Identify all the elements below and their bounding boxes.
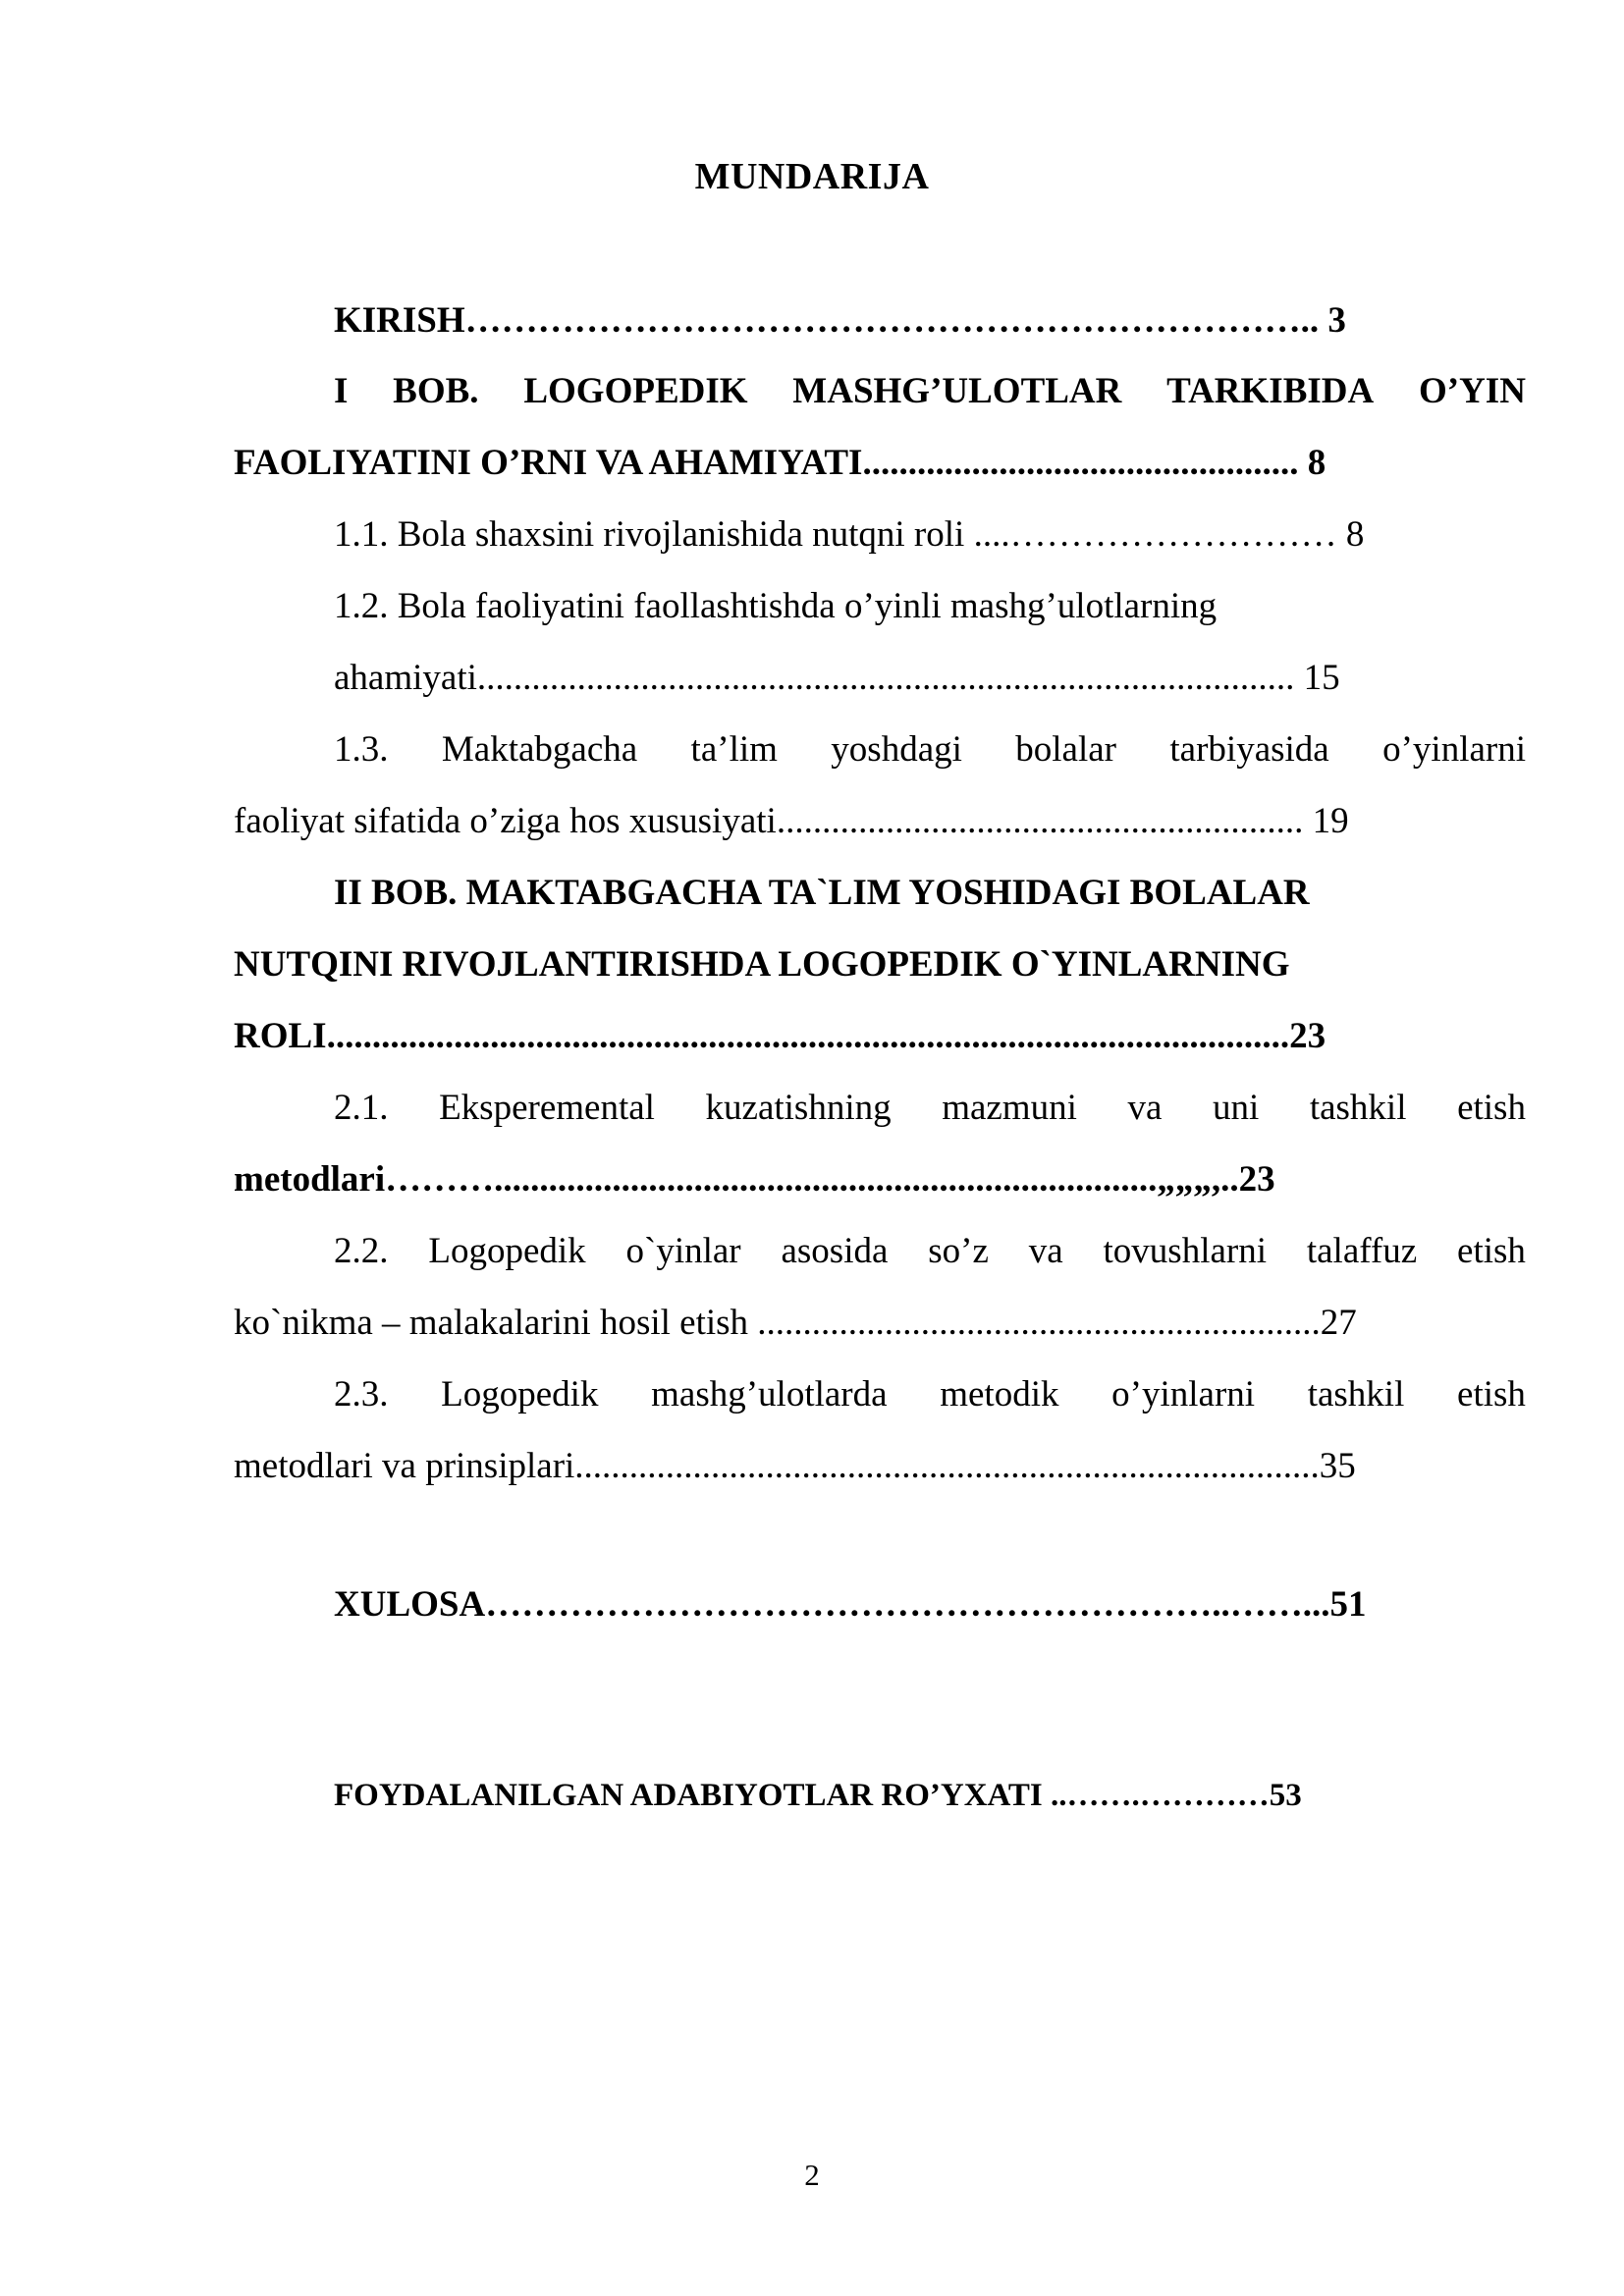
toc-word: yoshdagi [831,729,962,770]
toc-word: mazmuni [942,1088,1077,1128]
toc-word: TARKIBIDA [1166,371,1375,411]
toc-word: kuzatishning [705,1088,892,1128]
toc-entry-kirish: KIRISH…………………………………………………………….. 3 [334,300,1346,341]
toc-word: tovushlarni [1103,1231,1268,1271]
toc-word: Logopedik [428,1231,586,1271]
toc-entry-1-2-line1: 1.2. Bola faoliyatini faollashtishda o’yinli mashg’ulotlarning [334,586,1218,626]
toc-entry-2-2-line2: ko`nikma – malakalarini hosil etish ..............................................................27 [234,1303,1357,1343]
toc-word: Logopedik [441,1374,599,1415]
toc-entry-bob2-line1: II BOB. MAKTABGACHA TA`LIM YOSHIDAGI BOLALAR [334,873,1310,913]
toc-word: o’yinlarni [1111,1374,1256,1415]
toc-entry-1-2-line2: ahamiyati.......................................................................................... 15 [334,658,1340,698]
toc-word: BOB. [393,371,479,411]
toc-entry-2-3-line2: metodlari va prinsiplari..................................................................................35 [234,1446,1356,1486]
toc-entry-bob2-line2: NUTQINI RIVOJLANTIRISHDA LOGOPEDIK O`YINLARNING [234,944,1290,985]
toc-entry-1-3-line2: faoliyat sifatida o’ziga hos xususiyati.......................................................... 19 [234,801,1349,841]
toc-word: I [334,371,349,411]
toc-word: o`yinlar [625,1231,741,1271]
toc-entry-2-3-line1 [334,1373,1526,1416]
toc-entry-bob2-line3: ROLI..........................................................................................................23 [234,1016,1326,1056]
toc-word: tarbiyasida [1169,729,1329,770]
toc-entry-2-1-line2: metodlari……….........................................................................„„„,..23 [234,1159,1275,1200]
toc-word: va [1028,1231,1063,1271]
toc-word: Eksperemental [439,1088,655,1128]
toc-entry-bob1-line2: FAOLIYATINI O’RNI VA AHAMIYATI................................................ 8 [234,443,1326,483]
toc-word: ta’lim [690,729,778,770]
toc-word: asosida [781,1231,889,1271]
toc-word: metodik [940,1374,1059,1415]
toc-word: etish [1457,1231,1526,1271]
toc-word: O’YIN [1418,371,1526,411]
toc-word: va [1127,1088,1163,1128]
toc-word: o’yinlarni [1382,729,1526,770]
toc-word: talaffuz [1306,1231,1418,1271]
page-number: 2 [804,2158,820,2192]
toc-word: tashkil [1307,1374,1405,1415]
toc-entry-xulosa: XULOSA……………………………………………………..……...51 [334,1584,1367,1625]
toc-word: 2.2. [334,1231,389,1271]
toc-word: 2.3. [334,1374,389,1415]
toc-word: LOGOPEDIK [523,371,748,411]
page-title: MUNDARIJA [694,156,930,197]
toc-word: 2.1. [334,1088,389,1128]
toc-entry-1-1: 1.1. Bola shaxsini rivojlanishida nutqni roli ....……………………… 8 [334,514,1365,555]
toc-entry-1-3-line1 [334,728,1526,772]
toc-word: etish [1457,1088,1526,1128]
toc-word: bolalar [1015,729,1117,770]
toc-word: mashg’ulotlarda [651,1374,888,1415]
toc-entry-2-1-line1 [334,1087,1526,1130]
toc-entry-2-2-line1 [334,1230,1526,1273]
toc-word: etish [1457,1374,1526,1415]
toc-word: MASHG’ULOTLAR [792,371,1122,411]
toc-entry-bob1-line1 [334,370,1526,413]
toc-word: 1.3. [334,729,389,770]
toc-word: Maktabgacha [441,729,638,770]
toc-word: tashkil [1309,1088,1407,1128]
toc-entry-adabiyotlar: FOYDALANILGAN ADABIYOTLAR RO’YXATI ..…….…………53 [334,1778,1302,1813]
toc-word: so’z [928,1231,989,1271]
toc-word: uni [1212,1088,1260,1128]
